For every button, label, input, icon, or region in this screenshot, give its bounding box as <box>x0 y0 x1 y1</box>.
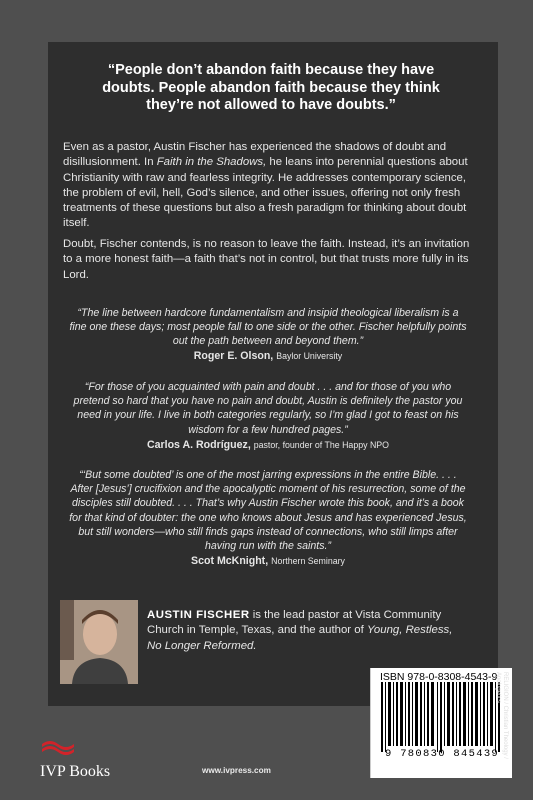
publisher-name: IVP Books <box>40 763 111 780</box>
barcode-number: 9 780830 845439 <box>385 748 500 760</box>
endorser-name: Scot McKnight, <box>191 555 269 567</box>
book-title-inline: Faith in the Shadows, <box>156 156 267 169</box>
publisher-url[interactable]: www.ivpress.com <box>202 766 271 775</box>
endorsement-attribution <box>68 555 468 567</box>
pull-quote: “People don’t abandon faith because they have doubts. People abandon faith because they think they’re not allowed to have doubts.” <box>102 62 440 113</box>
description-paragraph-1 <box>63 140 475 232</box>
ivp-logo-icon <box>40 738 76 758</box>
category-label: RELIGION / Christian Theology / Apologetics <box>495 672 508 759</box>
endorser-affiliation: pastor, founder of The Happy NPO <box>253 440 390 450</box>
endorser-affiliation: Northern Seminary <box>271 556 345 566</box>
author-book-title: Young, Restless, No Longer Reformed. <box>147 624 453 652</box>
isbn-label: ISBN 978-0-8308-4543-9 <box>380 671 498 683</box>
barcode-area <box>370 668 512 778</box>
barcode-graphic <box>381 682 503 756</box>
endorsement-attribution <box>68 439 468 451</box>
author-bio-text: is the lead pastor at Vista Community Church in Temple, Texas, and the author of <box>147 609 442 637</box>
description-text-b: he leans into perennial questions about Christianity with raw and fearless integrity. He addresses contemporary science, the problem of evil, hell, God’s silence, and other issues, offering not only fresh treatments of these questions but also a fresh paradigm for thinking about doubt itself. <box>63 156 468 230</box>
endorser-name: Roger E. Olson, <box>193 350 274 362</box>
endorsement-quote: “‘But some doubted’ is one of the most jarring expressions in the entire Bible. . . . After [Jesus’] crucifixion and the apocalyptic moment of his resurrection, some of the disciples still doubted. . . . That’s why Austin Fischer wrote this book, and it’s a book for that kind of doubter: the one who knows about Jesus and has experienced Jesus, but still wonders—who still finds gaps instead of connections, who still limps after having run with the saints.” <box>69 469 467 553</box>
endorsement-quote: “For those of you acquainted with pain and doubt . . . and for those of you who pretend so hard that you have no pain and doubt, Austin is definitely the pastor you need in your life. I live in both categories regularly, so I’m glad I got to feast on his wisdom for a few hundred pages.” <box>73 381 463 436</box>
endorser-affiliation: Baylor University <box>276 351 343 361</box>
publisher-logo <box>40 738 110 781</box>
author-photo <box>60 600 138 684</box>
description-paragraph-2: Doubt, Fischer contends, is no reason to leave the faith. Instead, it’s an invitation to a more honest faith—a faith that’s not in control, but that trusts more fully in its Lord. <box>63 238 470 281</box>
endorsement-attribution <box>68 350 468 362</box>
endorser-name: Carlos A. Rodríguez, <box>146 439 251 451</box>
endorsement-quote: “The line between hardcore fundamentalism and insipid theological liberalism is a fine one these days; most people fall to one side or the other. Fischer helpfully points out the path between and beyond them.” <box>69 307 467 348</box>
description-text-a: Even as a pastor, Austin Fischer has experienced the shadows of doubt and disillusionment. In <box>63 141 447 169</box>
author-bio <box>147 608 462 654</box>
author-name: AUSTIN FISCHER <box>147 609 250 621</box>
